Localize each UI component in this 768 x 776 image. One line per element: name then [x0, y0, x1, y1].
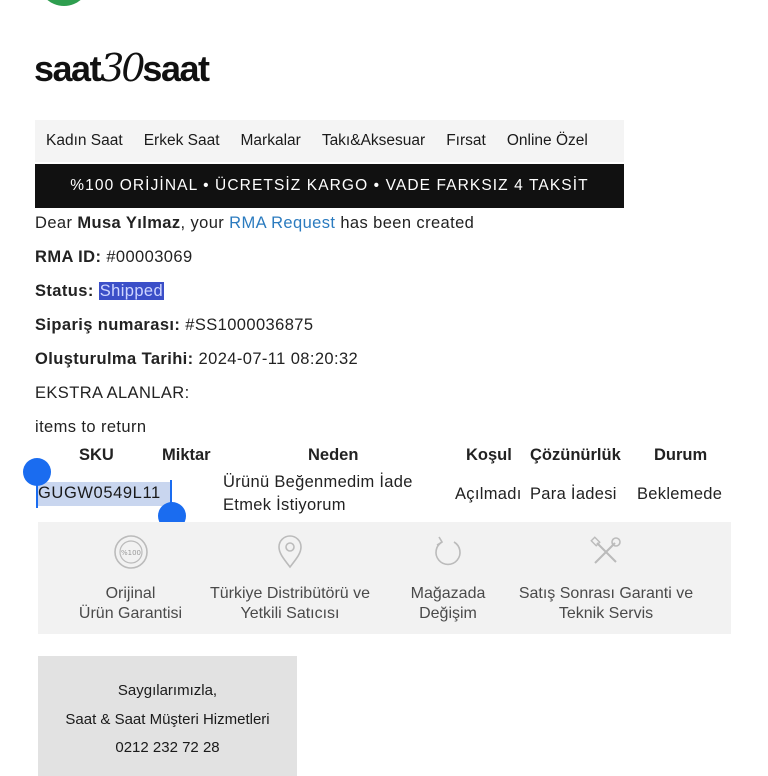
feature-service	[508, 522, 704, 624]
location-pin-icon	[272, 534, 308, 570]
refresh-icon	[430, 534, 466, 570]
tools-icon	[588, 534, 624, 570]
greeting-middle: , your	[180, 214, 230, 232]
rma-request-link[interactable]: RMA Request	[229, 214, 336, 232]
created-date-label: Oluşturulma Tarihi:	[35, 350, 194, 368]
feature-service-line2: Teknik Servis	[558, 605, 654, 622]
rma-id-label: RMA ID:	[35, 248, 102, 266]
extra-fields-label: EKSTRA ALANLAR:	[35, 384, 190, 402]
nav-item-erkek-saat[interactable]: Erkek Saat	[143, 132, 220, 149]
feature-original-line2: Ürün Garantisi	[78, 605, 183, 622]
reason-cell-line1: Ürünü Beğenmedim İade	[223, 473, 413, 491]
feature-exchange-line1: Mağazada	[410, 585, 486, 602]
status-cell: Beklemede	[637, 485, 723, 503]
feature-exchange	[398, 522, 498, 624]
nav-item-online-ozel[interactable]: Online Özel	[506, 132, 588, 149]
feature-service-line1: Satış Sonrası Garanti ve	[518, 585, 694, 602]
col-header-sku: SKU	[79, 446, 114, 464]
order-number-label: Sipariş numarası:	[35, 316, 181, 334]
features-strip	[38, 522, 731, 634]
nav-item-markalar[interactable]: Markalar	[240, 132, 301, 149]
reason-cell-line2: Etmek İstiyorum	[223, 496, 346, 514]
greeting-line	[35, 214, 474, 233]
feature-exchange-line2: Değişim	[419, 605, 477, 622]
logo-part3: saat	[142, 48, 209, 89]
feature-original-line1: Orijinal	[105, 585, 156, 602]
feature-original	[74, 522, 187, 624]
closing-line2: Saat & Saat Müşteri Hizmetleri	[65, 710, 270, 728]
rma-id-line	[35, 248, 193, 267]
order-number-line	[35, 316, 313, 335]
created-date-line	[35, 350, 358, 369]
closing-signature-box	[38, 656, 297, 776]
nav-item-firsat[interactable]: Fırsat	[446, 132, 486, 149]
col-header-kosul: Koşul	[466, 446, 512, 464]
customer-name: Musa Yılmaz	[77, 214, 181, 232]
selection-start-handle[interactable]	[23, 458, 51, 486]
status-line	[35, 282, 164, 301]
nav-item-kadin-saat[interactable]: Kadın Saat	[46, 132, 123, 149]
feature-distributor	[206, 522, 374, 624]
col-header-cozunurluk: Çözünürlük	[530, 446, 621, 464]
promo-banner: %100 ORİJİNAL • ÜCRETSİZ KARGO • VADE FARKSIZ 4 TAKSİT	[35, 164, 624, 208]
order-number-value: #SS1000036875	[180, 316, 314, 334]
sku-cell[interactable]: GUGW0549L11	[38, 484, 161, 502]
nav-item-taki-aksesuar[interactable]: Takı&Aksesuar	[321, 132, 426, 149]
col-header-miktar: Miktar	[162, 446, 211, 464]
rma-id-value: #00003069	[101, 248, 193, 266]
original-badge-icon	[113, 534, 149, 570]
resolution-cell: Para İadesi	[530, 485, 617, 503]
greeting-suffix: has been created	[335, 214, 475, 232]
brand-logo[interactable]	[34, 46, 208, 90]
closing-line1: Saygılarımızla,	[117, 682, 218, 699]
feature-distributor-line2: Yetkili Satıcısı	[240, 605, 340, 622]
logo-part1: saat	[34, 48, 101, 89]
status-value[interactable]: Shipped	[99, 282, 164, 300]
closing-phone[interactable]: 0212 232 72 28	[115, 739, 220, 756]
status-label: Status:	[35, 282, 94, 300]
created-date-value: 2024-07-11 08:20:32	[193, 350, 359, 368]
logo-part2: 30	[100, 46, 143, 90]
items-to-return-label: items to return	[35, 418, 147, 436]
greeting-prefix: Dear	[35, 214, 78, 232]
app-badge-icon	[38, 0, 90, 6]
col-header-neden: Neden	[308, 446, 359, 464]
svg-text:%100: %100	[120, 549, 141, 557]
feature-distributor-line1: Türkiye Distribütörü ve	[209, 585, 371, 602]
condition-cell: Açılmadı	[455, 485, 522, 503]
col-header-durum: Durum	[654, 446, 708, 464]
category-nav	[35, 120, 624, 162]
